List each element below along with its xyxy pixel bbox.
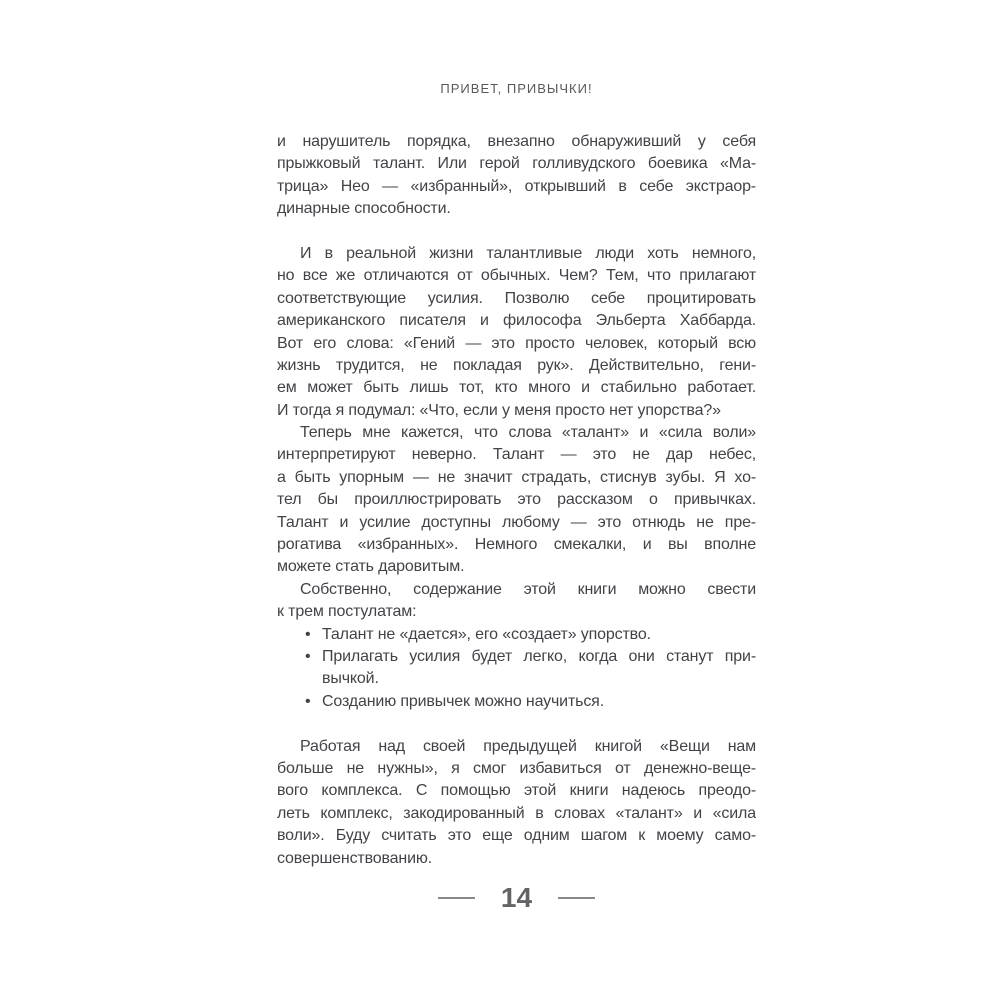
text-line: Вот его слова: «Гений — это просто человек, который всю (277, 334, 756, 352)
running-header: ПРИВЕТ, ПРИВЫЧКИ! (440, 81, 593, 96)
page-footer (277, 884, 756, 912)
footer-rule-right (558, 897, 595, 899)
paragraph-continuation (277, 131, 756, 221)
bullet-list (277, 624, 756, 714)
bullet-item (277, 624, 756, 646)
page-number: 14 (500, 882, 533, 913)
footer-rule-left (438, 897, 475, 899)
paragraph (277, 579, 756, 624)
text-line: но все же отличаются от обычных. Чем? Тем, что прилагают (277, 267, 756, 285)
text-line: Прилагать усилия будет легко, когда они станут при- (322, 647, 756, 665)
text-line: Теперь мне кажется, что слова «талант» и «сила воли» (300, 424, 756, 442)
text-line: прыжковый талант. Или герой голливудского боевика «Ма- (277, 155, 756, 173)
text-line: вычкой. (322, 670, 379, 688)
bullet-icon: • (305, 692, 311, 710)
text-line: динарные способности. (277, 200, 451, 218)
text-column (277, 131, 756, 870)
text-line: воли». Буду считать это еще одним шагом к моему само- (277, 827, 756, 845)
text-line: леть комплекс, закодированный в словах «талант» и «сила (277, 804, 756, 822)
paragraph (277, 243, 756, 422)
text-line: больше не нужны», я смог избавиться от денежно-веще- (277, 759, 756, 777)
bullet-icon: • (305, 647, 311, 665)
text-line: Работая над своей предыдущей книгой «Вещи нам (300, 737, 756, 755)
paragraph (277, 736, 756, 870)
text-line: и нарушитель порядка, внезапно обнаруживший у себя (277, 133, 756, 150)
text-line: И тогда я подумал: «Что, если у меня просто нет упорства?» (277, 401, 721, 419)
text-line: рогатива «избранных». Немного смекалки, и вы вполне (277, 536, 756, 554)
bullet-icon: • (305, 625, 311, 643)
text-line: И в реальной жизни талантливые люди хоть немного, (300, 244, 756, 262)
text-line: соответствующие усилия. Позволю себе процитировать (277, 289, 756, 307)
text-line: Талант не «дается», его «создает» упорство. (322, 625, 651, 643)
text-line: вого комплекса. С помощью этой книги надеюсь преодо- (277, 782, 756, 800)
text-line: американского писателя и философа Эльберта Хаббарда. (277, 312, 756, 330)
text-line: жизнь трудится, не покладая рук». Действительно, гени- (277, 356, 756, 374)
text-line: совершенствованию. (277, 849, 433, 867)
text-line: к трем постулатам: (277, 603, 417, 621)
text-line: ем может быть лишь тот, кто много и стабильно работает. (277, 379, 756, 397)
paragraph (277, 422, 756, 579)
bullet-item (277, 691, 756, 713)
text-line: тел бы проиллюстрировать это рассказом о привычках. (277, 491, 756, 509)
text-line: трица» Нео — «избранный», открывший в себе экстраор- (277, 177, 756, 195)
text-line: Собственно, содержание этой книги можно свести (300, 580, 756, 598)
text-line: а быть упорным — не значит страдать, стиснув зубы. Я хо- (277, 468, 756, 486)
bullet-item (277, 646, 756, 691)
text-line: интерпретируют неверно. Талант — это не дар небес, (277, 446, 756, 464)
text-line: Созданию привычек можно научиться. (322, 692, 604, 710)
text-line: можете стать даровитым. (277, 558, 465, 576)
text-line: Талант и усилие доступны любому — это отнюдь не пре- (277, 513, 756, 531)
